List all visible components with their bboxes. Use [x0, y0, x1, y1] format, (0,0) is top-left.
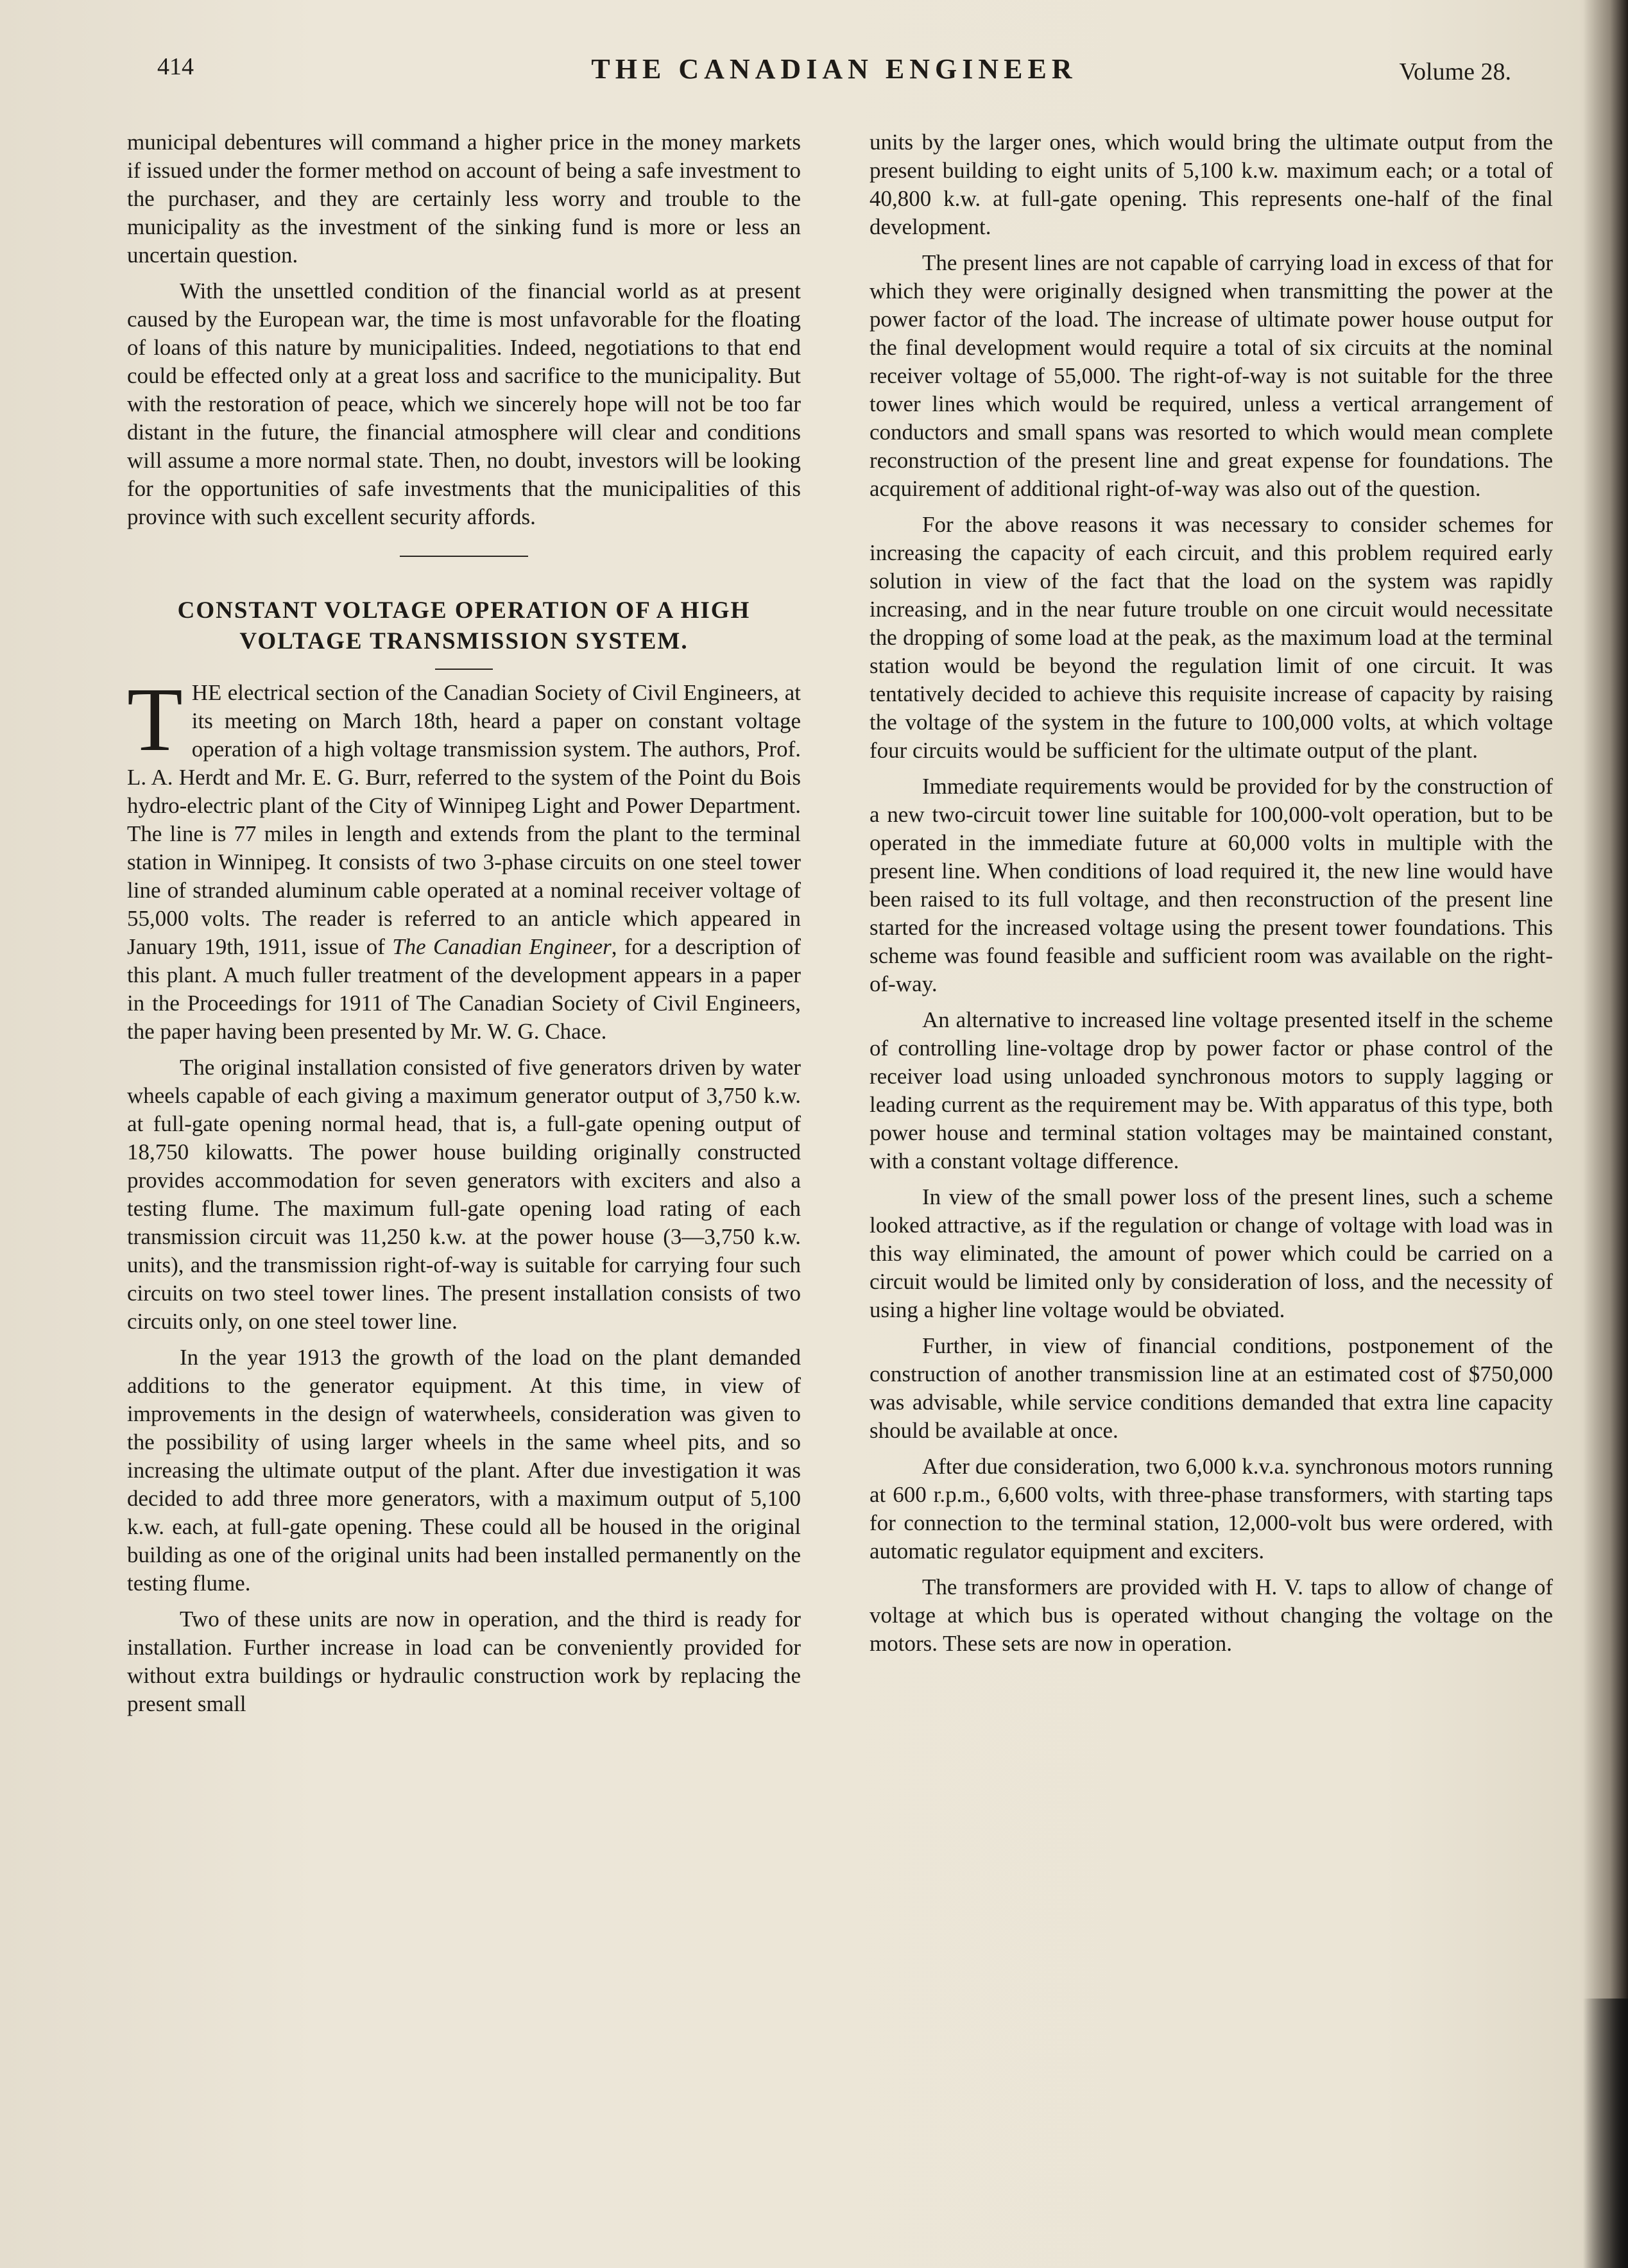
article-title-line-1: CONSTANT VOLTAGE OPERATION OF A HIGH [177, 597, 751, 624]
paragraph: An alternative to increased line voltage presented itself in the scheme of controlling line-voltage drop by power factor or phase control of the receiver load using unloaded synchronous motors to supply lagging or leading current as the requirement may be. With apparatus of this type, both power house and terminal station voltages may be maintained constant, with a constant voltage difference. [870, 1007, 1553, 1173]
article-title-line-2: VOLTAGE TRANSMISSION SYSTEM. [239, 628, 689, 654]
paragraph: Two of these units are now in operation, and the third is ready for installation. Further increase in load can be conveniently provided for without extra buildings or hydraulic construction work by replacing the present small [127, 1607, 801, 1716]
paragraph: Immediate requirements would be provided for by the construction of a new two-circuit tower line suitable for 100,000-volt operation, but to be operated in the immediate future at 60,000 volts in multiple with the present line. When conditions of load required it, the new line would have been raised to its full voltage, and then reconstruction of the present line started for the increased voltage using the present tower foundations. This scheme was found feasible and sufficient room was available on the right-of-way. [870, 774, 1553, 996]
paragraph: Further, in view of financial conditions, postponement of the construction of another transmission line at an estimated cost of $750,000 was advisable, while service conditions demanded that extra line capacity should be available at once. [870, 1333, 1553, 1443]
volume-label: Volume 28. [1399, 58, 1511, 85]
drop-cap: T [127, 669, 183, 770]
article-title [127, 595, 801, 657]
paragraph: After due consideration, two 6,000 k.v.a. synchronous motors running at 600 r.p.m., 6,600 volts, with three-phase transformers, with starting taps for connection to the terminal station, 12,000-volt bus were ordered, with automatic regulator equipment and exciters. [870, 1454, 1553, 1564]
paragraph: For the above reasons it was necessary to consider schemes for increasing the capacity of each circuit, and this problem required early solution in view of the fact that the load on the system was rapidly increasing, and in the near future trouble on one circuit would necessitate the dropping of some load at the peak, as the maximum load at the terminal station would be beyond the regulation limit of one circuit. It was tentatively decided to achieve this requisite increase of capacity by raising the voltage of the system in the future to 100,000 volts, at which voltage four circuits would be sufficient for the ultimate output of the plant. [870, 512, 1553, 763]
paragraph: The present lines are not capable of carrying load in excess of that for which they were originally designed when transmitting the power at the power factor of the load. The increase of ultimate power house output for the final development would require a total of six circuits at the nominal receiver voltage of 55,000. The right-of-way is not suitable for the three tower lines which would be required, unless a vertical arrangement of conductors and small spans was resorted to which would mean complete reconstruction of the present line and great expense for foundations. The acquirement of additional right-of-way was also out of the question. [870, 250, 1553, 501]
lead-text-2: , for a description of this plant. A much fuller treatment of the development appears in a paper in the Proceedings for 1911 of The Canadian Society of Civil Engineers, the paper having been presented by Mr. W. G. Chace. [127, 934, 801, 1044]
page-corner-shadow [1583, 1999, 1628, 2268]
journal-title: THE CANADIAN ENGINEER [591, 53, 1077, 85]
running-header [157, 50, 1511, 95]
paragraph: The transformers are provided with H. V. taps to allow of change of voltage at which bus is operated without changing the voltage on the motors. These sets are now in operation. [870, 1574, 1553, 1656]
lead-paragraph [127, 669, 801, 1046]
right-column [870, 128, 1553, 1658]
lead-text-1: HE electrical section of the Canadian Society of Civil Engineers, at its meeting on March 18th, heard a paper on constant voltage operation of a high voltage transmission system. The authors, Prof. L. A. Herdt and Mr. E. G. Burr, referred to the system of the Point du Bois hydro-electric plant of the City of Winnipeg Light and Power Department. The line is 77 miles in length and extends from the plant to the terminal station in Winnipeg. It consists of two 3-phase circuits on one steel tower line of stranded aluminum cable operated at a nominal receiver voltage of 55,000 volts. The reader is referred to an anticle which appeared in January 19th, 1911, issue of [127, 680, 801, 959]
paragraph: In the year 1913 the growth of the load on the plant demanded additions to the generator equipment. At this time, in view of improvements in the design of waterwheels, consideration was given to the possibility of using larger wheels in the same wheel pits, and so increasing the ultimate output of the plant. After due investigation it was decided to add three more generators, with a maximum output of 5,100 k.w. each, at full-gate opening. These could all be housed in the original building as one of the original units had been installed permanently on the testing flume. [127, 1345, 801, 1596]
book-spine-shadow [1583, 0, 1628, 2268]
page-number: 414 [157, 53, 194, 80]
paragraph: municipal debentures will command a higher price in the money markets if issued under the former method on account of being a safe investment to the purchaser, and they are certainly less worry and trouble to the municipality as the investment of the sinking fund is more or less an uncertain question. [127, 130, 801, 268]
paragraph: With the unsettled condition of the financial world as at present caused by the European war, the time is most unfavorable for the floating of loans of this nature by municipalities. Indeed, negotiations to that end could be effected only at a great loss and sacrifice to the municipality. But with the restoration of peace, which we sincerely hope will not be too far distant in the future, the financial atmosphere will clear and conditions will assume a more normal state. Then, no doubt, investors will be looking for the opportunities of safe investments that the municipalities of this province with such excellent security affords. [127, 278, 801, 529]
left-column [127, 128, 801, 1718]
paragraph: In view of the small power loss of the present lines, such a scheme looked attractive, as if the regulation or change of voltage with load was in this way eliminated, the amount of power which could be carried on a circuit would be limited only by consideration of loss, and the necessity of using a higher line voltage would be obviated. [870, 1184, 1553, 1322]
title-rule [435, 669, 493, 670]
paragraph: The original installation consisted of five generators driven by water wheels capable of each giving a maximum generator output of 3,750 k.w. at full-gate opening normal head, that is, a full-gate opening output of 18,750 kilowatts. The power house building originally constructed provides accommodation for seven generators with exciters and also a testing flume. The maximum full-gate opening load rating of each transmission circuit was 11,250 k.w. at the power house (3—3,750 k.w. units), and the transmission right-of-way is suitable for carrying four such circuits on two steel tower lines. The present installation consists of two circuits only, on one steel tower line. [127, 1055, 801, 1334]
section-divider [400, 556, 528, 557]
journal-citation: The Canadian Engineer [392, 934, 612, 959]
paragraph: units by the larger ones, which would bring the ultimate output from the present building to eight units of 5,100 k.w. maximum each; or a total of 40,800 k.w. at full-gate opening. This represents one-half of the final development. [870, 130, 1553, 239]
